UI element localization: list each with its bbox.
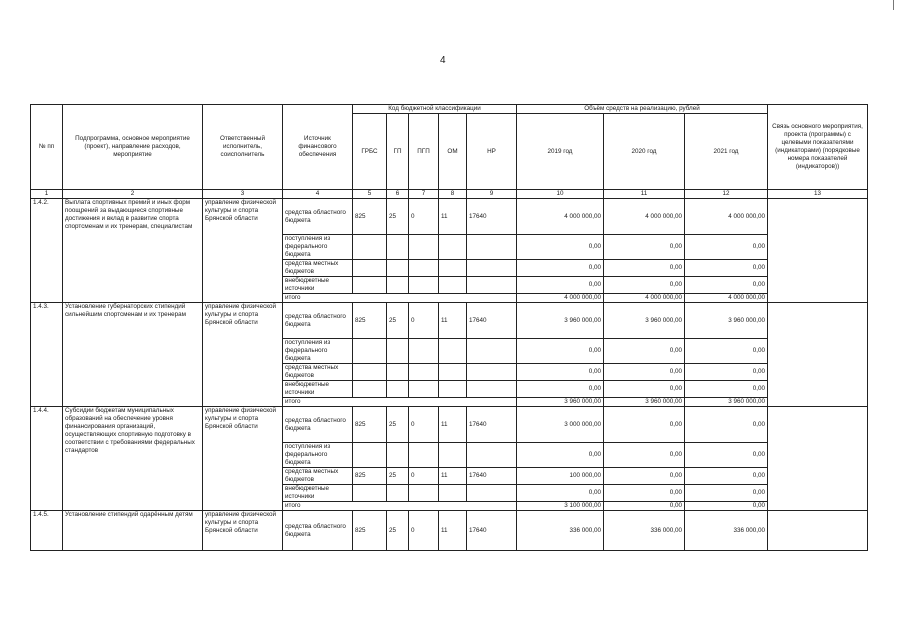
header-num: № пп [31, 105, 63, 190]
header-nr: НР [467, 114, 517, 190]
code-pgp [409, 381, 439, 398]
amount-2019: 0,00 [517, 381, 604, 398]
table-row [31, 303, 868, 339]
indicator-link [768, 511, 868, 551]
total-label: итого [283, 502, 517, 511]
code-grbs: 825 [353, 511, 387, 551]
code-gp: 25 [387, 303, 409, 339]
amount-2020: 0,00 [604, 485, 685, 502]
column-number: 5 [353, 190, 387, 199]
amount-2020: 0,00 [604, 364, 685, 381]
funding-source: средства областного бюджета [283, 303, 353, 339]
code-nr: 17640 [467, 468, 517, 485]
amount-2021: 0,00 [685, 485, 768, 502]
header-pgp: ПГП [409, 114, 439, 190]
amount-2019: 0,00 [517, 260, 604, 277]
amount-2020: 0,00 [604, 235, 685, 260]
code-nr [467, 339, 517, 364]
total-2021: 4 000 000,00 [685, 294, 768, 303]
item-executor: управление физической культуры и спорта Брянской области [203, 199, 283, 303]
code-pgp: 0 [409, 199, 439, 235]
column-number: 13 [768, 190, 868, 199]
amount-2019: 100 000,00 [517, 468, 604, 485]
amount-2020: 0,00 [604, 339, 685, 364]
code-grbs [353, 485, 387, 502]
code-gp: 25 [387, 468, 409, 485]
column-number: 8 [439, 190, 467, 199]
header-executor: Ответственный исполнитель, соисполнитель [203, 105, 283, 190]
code-gp [387, 364, 409, 381]
code-grbs [353, 381, 387, 398]
total-2019: 3 960 000,00 [517, 398, 604, 407]
code-pgp [409, 364, 439, 381]
code-pgp [409, 443, 439, 468]
header-budget-code: Код бюджетной классификации [353, 105, 517, 114]
funding-source: средства областного бюджета [283, 199, 353, 235]
code-gp: 25 [387, 199, 409, 235]
header-source: Источник финансового обеспечения [283, 105, 353, 190]
column-number: 11 [604, 190, 685, 199]
total-label: итого [283, 294, 517, 303]
code-pgp: 0 [409, 511, 439, 551]
funding-source: средства местных бюджетов [283, 260, 353, 277]
code-pgp: 0 [409, 303, 439, 339]
code-om: 11 [439, 199, 467, 235]
column-number: 2 [63, 190, 203, 199]
code-om [439, 381, 467, 398]
funding-source: поступления из федерального бюджета [283, 235, 353, 260]
item-description: Выплата спортивных премий и иных форм поощрений за выдающиеся спортивные достижения и вклад в развитие спорта спортсменам и их тренерам, специалистам [63, 199, 203, 303]
code-pgp: 0 [409, 468, 439, 485]
amount-2019: 0,00 [517, 485, 604, 502]
amount-2020: 4 000 000,00 [604, 199, 685, 235]
code-pgp [409, 235, 439, 260]
amount-2021: 3 960 000,00 [685, 303, 768, 339]
amount-2021: 0,00 [685, 381, 768, 398]
funding-source: средства местных бюджетов [283, 364, 353, 381]
funding-source: внебюджетные источники [283, 381, 353, 398]
code-nr: 17640 [467, 199, 517, 235]
code-nr: 17640 [467, 511, 517, 551]
code-om: 11 [439, 303, 467, 339]
funding-source: средства областного бюджета [283, 407, 353, 443]
code-gp [387, 485, 409, 502]
code-om [439, 235, 467, 260]
code-gp: 25 [387, 407, 409, 443]
amount-2019: 3 000 000,00 [517, 407, 604, 443]
code-pgp [409, 277, 439, 294]
amount-2020: 336 000,00 [604, 511, 685, 551]
code-om [439, 443, 467, 468]
item-description: Субсидии бюджетам муниципальных образований на обеспечение уровня финансирования организаций, осуществляющих спортивную подготовку в соответствии с требованиями федеральных стандартов [63, 407, 203, 511]
code-grbs: 825 [353, 407, 387, 443]
code-grbs: 825 [353, 468, 387, 485]
item-number: 1.4.3. [31, 303, 63, 407]
code-nr: 17640 [467, 407, 517, 443]
code-grbs: 825 [353, 303, 387, 339]
header-2021: 2021 год [685, 114, 768, 190]
code-nr: 17640 [467, 303, 517, 339]
funding-source: средства областного бюджета [283, 511, 353, 551]
amount-2019: 336 000,00 [517, 511, 604, 551]
code-pgp [409, 339, 439, 364]
amount-2021: 0,00 [685, 277, 768, 294]
item-number: 1.4.2. [31, 199, 63, 303]
column-number: 12 [685, 190, 768, 199]
code-om [439, 277, 467, 294]
column-number-row [31, 190, 868, 199]
amount-2019: 0,00 [517, 339, 604, 364]
header-2020: 2020 год [604, 114, 685, 190]
header-2019: 2019 год [517, 114, 604, 190]
header-om: ОМ [439, 114, 467, 190]
amount-2019: 0,00 [517, 443, 604, 468]
total-2021: 3 960 000,00 [685, 398, 768, 407]
code-grbs [353, 260, 387, 277]
item-number: 1.4.5. [31, 511, 63, 551]
total-2019: 4 000 000,00 [517, 294, 604, 303]
total-2020: 3 960 000,00 [604, 398, 685, 407]
code-nr [467, 443, 517, 468]
amount-2019: 3 960 000,00 [517, 303, 604, 339]
item-executor: управление физической культуры и спорта Брянской области [203, 303, 283, 407]
amount-2021: 336 000,00 [685, 511, 768, 551]
code-om [439, 339, 467, 364]
code-pgp: 0 [409, 407, 439, 443]
funding-source: поступления из федерального бюджета [283, 443, 353, 468]
total-label: итого [283, 398, 517, 407]
header-volume: Объём средств на реализацию, рублей [517, 105, 768, 114]
code-grbs [353, 339, 387, 364]
indicator-link [768, 407, 868, 511]
amount-2021: 0,00 [685, 443, 768, 468]
code-gp [387, 443, 409, 468]
code-om [439, 260, 467, 277]
amount-2020: 0,00 [604, 443, 685, 468]
column-number: 3 [203, 190, 283, 199]
header-link: Связь основного мероприятия, проекта (программы) с целевыми показателями (индикаторами) (порядковые номера показателей (индикаторов)) [768, 105, 868, 190]
code-om: 11 [439, 407, 467, 443]
total-2020: 4 000 000,00 [604, 294, 685, 303]
item-description: Установление губернаторских стипендий сильнейшим спортсменам и их тренерам [63, 303, 203, 407]
amount-2021: 0,00 [685, 407, 768, 443]
item-description: Установление стипендий одарённым детям [63, 511, 203, 551]
code-grbs [353, 443, 387, 468]
code-nr [467, 364, 517, 381]
column-number: 9 [467, 190, 517, 199]
amount-2020: 0,00 [604, 260, 685, 277]
amount-2021: 4 000 000,00 [685, 199, 768, 235]
amount-2019: 0,00 [517, 364, 604, 381]
column-number: 6 [387, 190, 409, 199]
code-gp [387, 277, 409, 294]
funding-source: средства местных бюджетов [283, 468, 353, 485]
item-executor: управление физической культуры и спорта Брянской области [203, 511, 283, 551]
funding-source: внебюджетные источники [283, 277, 353, 294]
page-number: 4 [440, 55, 446, 66]
amount-2019: 0,00 [517, 277, 604, 294]
amount-2020: 0,00 [604, 277, 685, 294]
header-gp: ГП [387, 114, 409, 190]
code-gp [387, 339, 409, 364]
amount-2021: 0,00 [685, 364, 768, 381]
indicator-link [768, 303, 868, 407]
code-pgp [409, 485, 439, 502]
column-number: 10 [517, 190, 604, 199]
scan-edge-mark [893, 0, 894, 10]
code-nr [467, 260, 517, 277]
amount-2021: 0,00 [685, 339, 768, 364]
code-nr [467, 235, 517, 260]
table-row [31, 407, 868, 443]
code-om [439, 364, 467, 381]
code-grbs [353, 235, 387, 260]
table-row [31, 511, 868, 551]
item-number: 1.4.4. [31, 407, 63, 511]
code-om: 11 [439, 468, 467, 485]
code-nr [467, 381, 517, 398]
code-nr [467, 277, 517, 294]
amount-2020: 0,00 [604, 468, 685, 485]
amount-2020: 0,00 [604, 407, 685, 443]
column-number: 7 [409, 190, 439, 199]
code-grbs [353, 364, 387, 381]
amount-2020: 0,00 [604, 381, 685, 398]
header-grbs: ГРБС [353, 114, 387, 190]
code-pgp [409, 260, 439, 277]
amount-2021: 0,00 [685, 235, 768, 260]
funding-source: поступления из федерального бюджета [283, 339, 353, 364]
column-number: 1 [31, 190, 63, 199]
code-om: 11 [439, 511, 467, 551]
amount-2019: 0,00 [517, 235, 604, 260]
code-gp [387, 381, 409, 398]
amount-2020: 3 960 000,00 [604, 303, 685, 339]
total-2020: 0,00 [604, 502, 685, 511]
code-gp [387, 235, 409, 260]
amount-2021: 0,00 [685, 260, 768, 277]
code-grbs [353, 277, 387, 294]
budget-table [30, 104, 868, 551]
code-gp: 25 [387, 511, 409, 551]
item-executor: управление физической культуры и спорта Брянской области [203, 407, 283, 511]
header-subprogram: Подпрограмма, основное мероприятие (проект), направление расходов, мероприятие [63, 105, 203, 190]
funding-source: внебюджетные источники [283, 485, 353, 502]
code-gp [387, 260, 409, 277]
total-2019: 3 100 000,00 [517, 502, 604, 511]
table-row [31, 199, 868, 235]
amount-2019: 4 000 000,00 [517, 199, 604, 235]
total-2021: 0,00 [685, 502, 768, 511]
indicator-link [768, 199, 868, 303]
column-number: 4 [283, 190, 353, 199]
amount-2021: 0,00 [685, 468, 768, 485]
code-nr [467, 485, 517, 502]
code-om [439, 485, 467, 502]
code-grbs: 825 [353, 199, 387, 235]
